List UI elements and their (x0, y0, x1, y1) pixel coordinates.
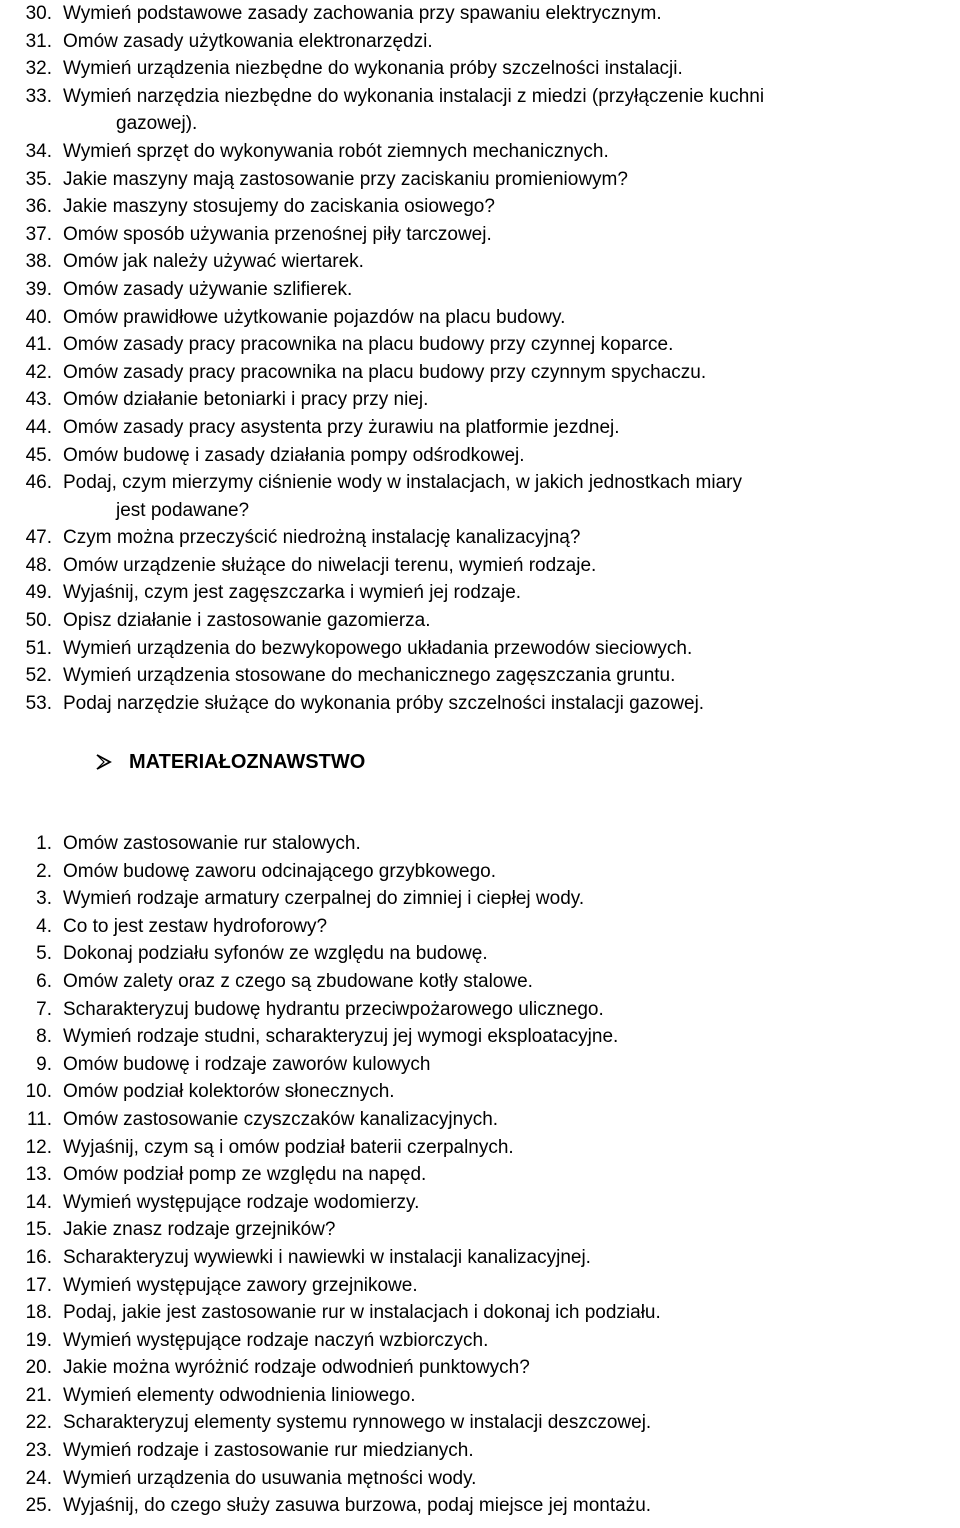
item-text: Omów zasady pracy pracownika na placu budowy przy czynnym spychaczu. (63, 361, 707, 383)
list-item (0, 0, 960, 28)
item-text: Wyjaśnij, czym jest zagęszczarka i wymień jej rodzaje. (63, 582, 522, 604)
list-item (0, 690, 960, 718)
section-heading (95, 745, 365, 779)
item-number: 40. (25, 306, 52, 328)
item-number: 46. (25, 472, 52, 494)
item-number: 19. (25, 1329, 52, 1351)
item-number: 4. (36, 915, 52, 937)
list-item (0, 386, 960, 414)
item-number: 45. (25, 444, 52, 466)
list-item (0, 442, 960, 470)
item-number: 11. (26, 1108, 52, 1130)
item-text: Wymień rodzaje armatury czerpalnej do zimniej i ciepłej wody. (63, 888, 585, 910)
item-number: 15. (25, 1219, 52, 1241)
item-number: 48. (25, 554, 52, 576)
item-number: 42. (25, 361, 52, 383)
item-number: 23. (25, 1440, 52, 1462)
list-item (0, 83, 960, 111)
list-item (0, 1216, 960, 1244)
item-text: Wymień podstawowe zasady zachowania przy spawaniu elektrycznym. (63, 3, 662, 24)
item-text: Jakie znasz rodzaje grzejników? (63, 1219, 336, 1241)
list-item-continuation (0, 110, 960, 138)
item-text: Wymień sprzęt do wykonywania robót ziemnych mechanicznych. (63, 140, 609, 162)
list-item (0, 996, 960, 1024)
item-number: 33. (25, 85, 52, 107)
item-text: Omów jak należy używać wiertarek. (63, 251, 364, 273)
item-text: Wymień urządzenia niezbędne do wykonania próby szczelności instalacji. (63, 58, 683, 80)
item-text: Wymień rodzaje studni, scharakteryzuj jej wymogi eksploatacyjne. (63, 1026, 619, 1048)
list-item (0, 1327, 960, 1355)
item-text: Omów zasady używanie szlifierek. (63, 278, 353, 300)
list-item (0, 1078, 960, 1106)
item-number: 31. (25, 30, 52, 52)
item-text: Opisz działanie i zastosowanie gazomierza. (63, 610, 431, 632)
list-item (0, 221, 960, 249)
list-item (0, 885, 960, 913)
item-text: Podaj narzędzie służące do wykonania próby szczelności instalacji gazowej. (63, 692, 705, 714)
item-number: 7. (36, 998, 52, 1020)
item-text: Wymień rodzaje i zastosowanie rur miedzianych. (63, 1440, 474, 1462)
item-text: Jakie można wyróżnić rodzaje odwodnień punktowych? (63, 1357, 530, 1379)
list-item (0, 138, 960, 166)
item-text: Omów budowę i rodzaje zaworów kulowych (63, 1053, 431, 1075)
list-item (0, 1189, 960, 1217)
item-number: 6. (36, 970, 52, 992)
list-item (0, 55, 960, 83)
list-item (0, 304, 960, 332)
item-text: Omów budowę i zasady działania pompy odśrodkowej. (63, 444, 525, 466)
item-number: 53. (25, 692, 52, 714)
list-item (0, 1492, 960, 1520)
list-item (0, 1272, 960, 1300)
list-item (0, 662, 960, 690)
item-number: 38. (25, 251, 52, 273)
list-item (0, 1106, 960, 1134)
item-text: Wymień urządzenia stosowane do mechanicznego zagęszczania gruntu. (63, 665, 676, 687)
item-text: Scharakteryzuj wywiewki i nawiewki w instalacji kanalizacyjnej. (63, 1246, 591, 1268)
item-text: Jakie maszyny stosujemy do zaciskania osiowego? (63, 196, 495, 218)
item-number: 20. (25, 1357, 52, 1379)
item-number: 12. (25, 1136, 52, 1158)
item-text: Wyjaśnij, do czego służy zasuwa burzowa, podaj miejsce jej montażu. (63, 1495, 652, 1517)
item-text: Wymień występujące rodzaje wodomierzy. (63, 1191, 420, 1213)
item-text-continuation: jest podawane? (116, 499, 250, 521)
item-number: 16. (25, 1246, 52, 1268)
list-item (0, 1437, 960, 1465)
section-heading-text: MATERIAŁOZNAWSTWO (129, 750, 366, 773)
item-number: 41. (25, 334, 52, 356)
item-text: Wyjaśnij, czym są i omów podział baterii czerpalnych. (63, 1136, 514, 1158)
item-number: 25. (25, 1495, 52, 1517)
item-text: Wymień narzędzia niezbędne do wykonania instalacji z miedzi (przyłączenie kuchni (63, 85, 765, 107)
item-text: Omów zastosowanie czyszczaków kanalizacyjnych. (63, 1108, 499, 1130)
item-number: 1. (36, 833, 52, 854)
list-item-continuation (0, 497, 960, 525)
list-item (0, 1354, 960, 1382)
list-item (0, 579, 960, 607)
item-number: 21. (25, 1384, 52, 1406)
list-item (0, 1023, 960, 1051)
item-number: 2. (36, 860, 52, 882)
list-item (0, 1409, 960, 1437)
item-text: Wymień urządzenia do bezwykopowego układania przewodów sieciowych. (63, 637, 693, 659)
item-text: Dokonaj podziału syfonów ze względu na budowę. (63, 943, 488, 965)
item-text: Omów zasady pracy asystenta przy żurawiu na platformie jezdnej. (63, 416, 620, 438)
item-text: Podaj, jakie jest zastosowanie rur w instalacjach i dokonaj ich podziału. (63, 1302, 661, 1324)
list-item (0, 331, 960, 359)
item-text: Wymień urządzenia do usuwania mętności wody. (63, 1467, 477, 1489)
item-text: Scharakteryzuj budowę hydrantu przeciwpożarowego ulicznego. (63, 998, 604, 1020)
list-item (0, 1051, 960, 1079)
item-number: 10. (25, 1081, 52, 1103)
list-item (0, 1244, 960, 1272)
item-text: Omów zastosowanie rur stalowych. (63, 833, 361, 854)
list-item (0, 28, 960, 56)
list-item (0, 469, 960, 497)
list-item (0, 635, 960, 663)
question-list-materials (0, 830, 960, 1520)
list-item (0, 858, 960, 886)
list-item (0, 248, 960, 276)
list-item (0, 193, 960, 221)
arrow-bullet-icon (95, 753, 113, 771)
item-number: 5. (36, 943, 52, 965)
item-number: 51. (25, 637, 52, 659)
item-text: Co to jest zestaw hydroforowy? (63, 915, 328, 937)
list-item (0, 940, 960, 968)
item-number: 36. (25, 196, 52, 218)
list-item (0, 968, 960, 996)
item-number: 49. (25, 582, 52, 604)
list-item (0, 1134, 960, 1162)
item-text: Jakie maszyny mają zastosowanie przy zaciskaniu promieniowym? (63, 168, 628, 190)
list-item (0, 414, 960, 442)
item-text: Omów zasady użytkowania elektronarzędzi. (63, 30, 433, 52)
item-text: Omów zalety oraz z czego są zbudowane kotły stalowe. (63, 970, 533, 992)
item-number: 39. (25, 278, 52, 300)
item-number: 3. (36, 888, 52, 910)
item-number: 22. (25, 1412, 52, 1434)
item-number: 52. (25, 665, 52, 687)
item-text: Scharakteryzuj elementy systemu rynnowego w instalacji deszczowej. (63, 1412, 652, 1434)
question-list-main (0, 0, 960, 717)
list-item (0, 359, 960, 387)
item-text: Czym można przeczyścić niedrożną instalację kanalizacyjną? (63, 527, 581, 549)
list-item (0, 1465, 960, 1493)
item-number: 17. (25, 1274, 52, 1296)
item-number: 44. (25, 416, 52, 438)
item-text-continuation: gazowej). (116, 113, 198, 135)
list-item (0, 1382, 960, 1410)
list-item (0, 913, 960, 941)
item-text: Omów sposób używania przenośnej piły tarczowej. (63, 223, 492, 245)
list-item (0, 552, 960, 580)
item-number: 30. (25, 3, 52, 24)
item-text: Wymień występujące rodzaje naczyń wzbiorczych. (63, 1329, 489, 1351)
item-text: Omów podział kolektorów słonecznych. (63, 1081, 395, 1103)
item-number: 35. (25, 168, 52, 190)
item-number: 32. (25, 58, 52, 80)
item-number: 9. (36, 1053, 52, 1075)
item-number: 18. (25, 1302, 52, 1324)
item-text: Omów prawidłowe użytkowanie pojazdów na placu budowy. (63, 306, 566, 328)
list-item (0, 830, 960, 858)
item-number: 14. (25, 1191, 52, 1213)
item-text: Wymień występujące zawory grzejnikowe. (63, 1274, 418, 1296)
list-item (0, 1161, 960, 1189)
item-number: 37. (25, 223, 52, 245)
item-number: 8. (36, 1026, 52, 1048)
list-item (0, 276, 960, 304)
item-number: 43. (25, 389, 52, 411)
item-number: 47. (25, 527, 52, 549)
item-text: Omów urządzenie służące do niwelacji terenu, wymień rodzaje. (63, 554, 597, 576)
item-text: Podaj, czym mierzymy ciśnienie wody w instalacjach, w jakich jednostkach miary (63, 472, 742, 494)
item-number: 50. (25, 610, 52, 632)
list-item (0, 607, 960, 635)
list-item (0, 166, 960, 194)
item-number: 24. (25, 1467, 52, 1489)
item-number: 34. (25, 140, 52, 162)
item-text: Omów działanie betoniarki i pracy przy niej. (63, 389, 429, 411)
item-number: 13. (25, 1164, 52, 1186)
item-text: Omów zasady pracy pracownika na placu budowy przy czynnej koparce. (63, 334, 674, 356)
item-text: Wymień elementy odwodnienia liniowego. (63, 1384, 416, 1406)
list-item (0, 1299, 960, 1327)
item-text: Omów budowę zaworu odcinającego grzybkowego. (63, 860, 497, 882)
list-item (0, 524, 960, 552)
item-text: Omów podział pomp ze względu na napęd. (63, 1164, 427, 1186)
